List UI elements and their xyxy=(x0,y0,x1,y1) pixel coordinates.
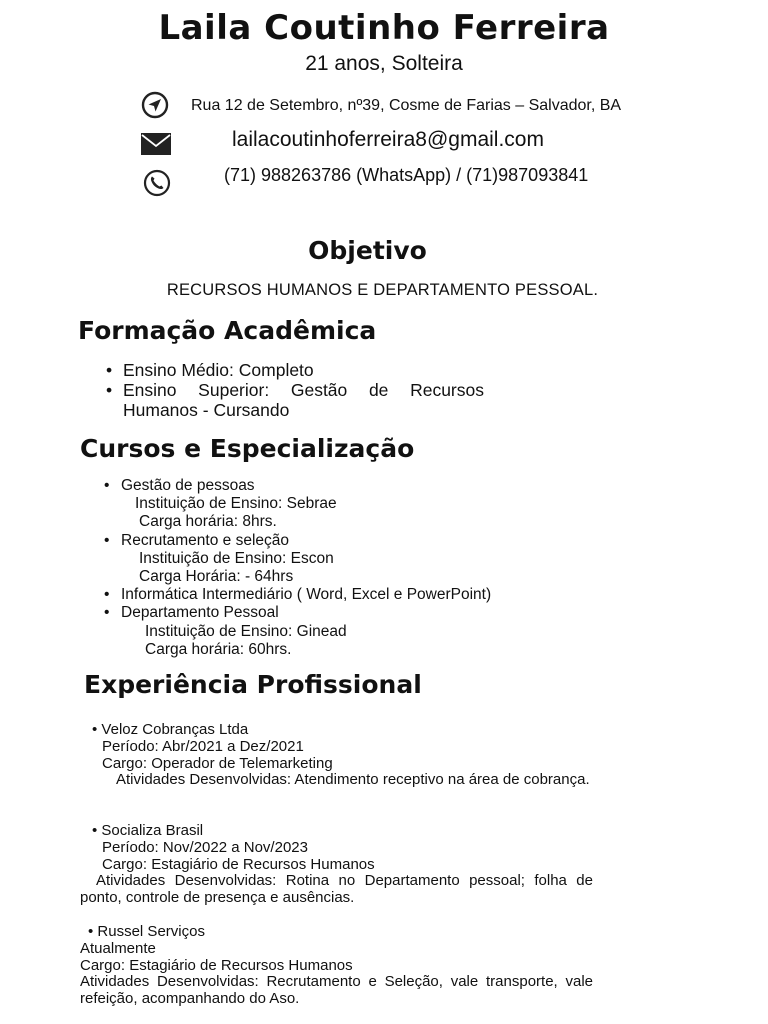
education-list xyxy=(123,360,484,420)
address-text: Rua 12 de Setembro, nº39, Cosme de Farias – Salvador, BA xyxy=(191,97,622,114)
course-institution: Instituição de Ensino: Escon xyxy=(139,549,334,567)
education-heading: Formação Acadêmica xyxy=(78,316,377,345)
phone-text: (71) 988263786 (WhatsApp) / (71)987093841 xyxy=(224,165,589,185)
job-activities: Atividades Desenvolvidas: Atendimento receptivo na área de cobrança. xyxy=(116,771,590,789)
course-hours: Carga Horária: - 64hrs xyxy=(139,568,294,586)
candidate-name: Laila Coutinho Ferreira xyxy=(158,8,610,48)
job-entry xyxy=(80,924,593,1008)
job-activities: Atividades Desenvolvidas: Rotina no Departamento pessoal; folha de ponto, controle de presença e ausências. xyxy=(80,872,593,907)
phone-icon xyxy=(142,168,172,198)
course-name: • Departamento Pessoal xyxy=(121,604,279,622)
course-name: • Gestão de pessoas xyxy=(121,477,255,494)
job-company: • Veloz Cobranças Ltda xyxy=(92,721,249,738)
list-item xyxy=(121,586,491,604)
experience-heading: Experiência Profissional xyxy=(84,670,422,699)
job-role: Cargo: Estagiário de Recursos Humanos xyxy=(102,855,375,873)
course-institution: Instituição de Ensino: Ginead xyxy=(145,622,347,640)
course-name: • Recrutamento e seleção xyxy=(121,531,290,549)
job-role: Cargo: Estagiário de Recursos Humanos xyxy=(80,956,353,974)
list-item xyxy=(121,477,491,532)
job-entry xyxy=(80,823,593,907)
candidate-subtitle: 21 anos, Solteira xyxy=(305,52,463,75)
course-hours: Carga horária: 8hrs. xyxy=(139,513,277,531)
objective-heading: Objetivo xyxy=(308,236,427,265)
job-period: Período: Abr/2021 a Dez/2021 xyxy=(102,737,304,755)
courses-list xyxy=(121,477,491,659)
job-company: • Russel Serviços xyxy=(88,923,205,940)
location-icon xyxy=(140,90,170,120)
mail-icon xyxy=(140,130,170,160)
job-period: Período: Nov/2022 a Nov/2023 xyxy=(102,838,308,856)
job-activities: Atividades Desenvolvidas: Recrutamento e Seleção, vale transporte, vale refeição, acompanhando do Aso. xyxy=(80,973,593,1008)
course-institution: Instituição de Ensino: Sebrae xyxy=(135,495,337,513)
list-item: • Ensino Médio: Completo xyxy=(123,360,484,380)
objective-text: RECURSOS HUMANOS E DEPARTAMENTO PESSOAL. xyxy=(166,281,599,299)
list-item xyxy=(121,604,491,659)
list-item: • Ensino Superior: Gestão de Recursos Humanos - Cursando xyxy=(123,380,484,420)
job-company: • Socializa Brasil xyxy=(92,822,204,839)
list-item xyxy=(121,532,491,587)
job-entry xyxy=(80,722,593,789)
course-hours: Carga horária: 60hrs. xyxy=(145,640,292,658)
job-role: Cargo: Operador de Telemarketing xyxy=(102,754,333,772)
job-period: Atualmente xyxy=(80,939,156,957)
course-name: • Informática Intermediário ( Word, Excel e PowerPoint) xyxy=(121,586,492,604)
courses-heading: Cursos e Especialização xyxy=(80,434,415,463)
email-link[interactable]: lailacoutinhoferreira8@gmail.com xyxy=(232,128,544,151)
